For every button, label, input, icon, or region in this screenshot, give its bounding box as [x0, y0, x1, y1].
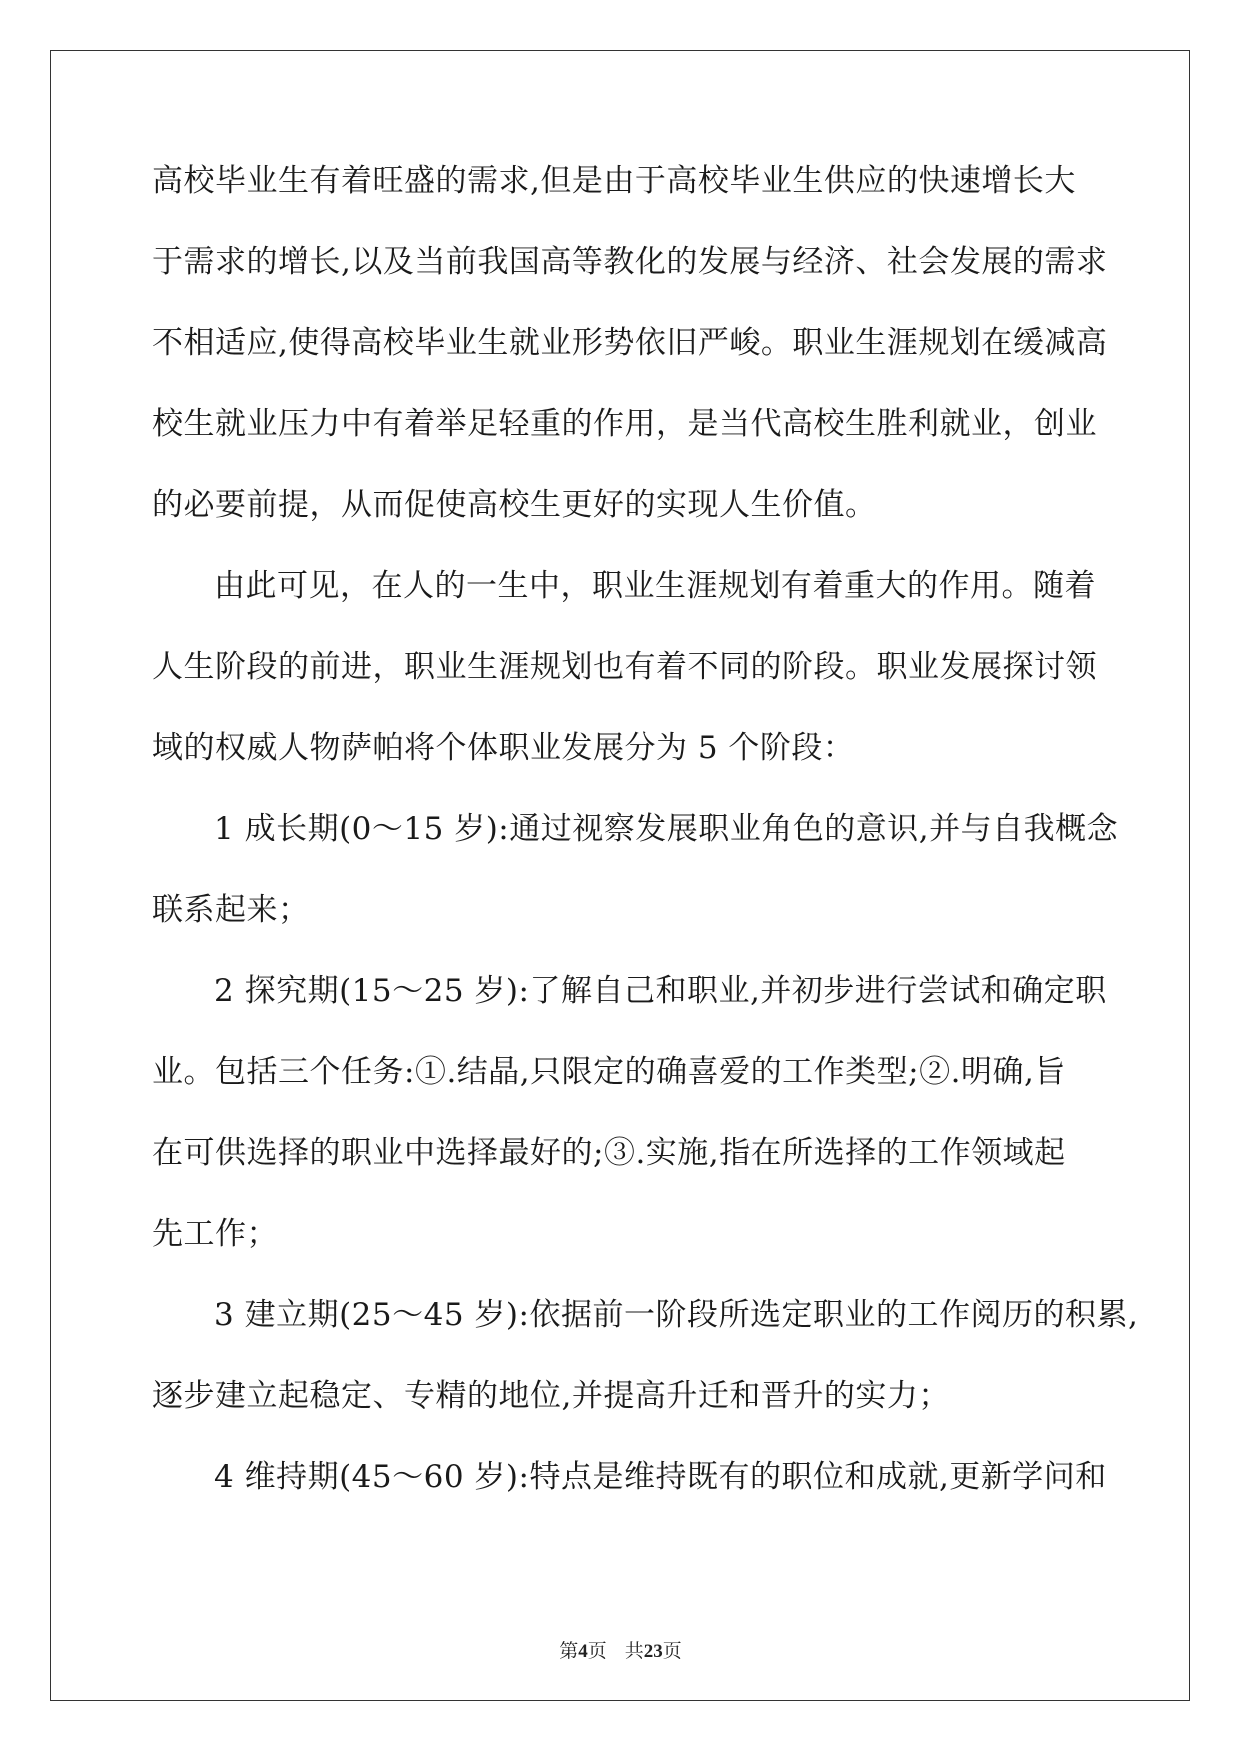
text-line: 于需求的增长,以及当前我国高等教化的发展与经济、社会发展的需求 — [152, 244, 1108, 280]
document-body — [152, 163, 1139, 1540]
footer-prefix: 第 — [559, 1640, 579, 1662]
text-line: 人生阶段的前进，职业生涯规划也有着不同的阶段。职业发展探讨领 — [152, 649, 1097, 685]
text-line: 联系起来； — [152, 892, 310, 928]
text-line: 域的权威人物萨帕将个体职业发展分为 5 个阶段： — [152, 730, 855, 766]
text-line: 3 建立期(25～45 岁):依据前一阶段所选定职业的工作阅历的积累, — [214, 1297, 1139, 1333]
footer-page-number: 4 — [578, 1641, 588, 1662]
text-line: 校生就业压力中有着举足轻重的作用，是当代高校生胜利就业，创业 — [152, 406, 1097, 442]
text-line: 高校毕业生有着旺盛的需求,但是由于高校毕业生供应的快速增长大 — [152, 163, 1076, 199]
text-line: 的必要前提，从而促使高校生更好的实现人生价值。 — [152, 487, 877, 523]
text-line: 逐步建立起稳定、专精的地位,并提高升迁和晋升的实力； — [152, 1378, 950, 1414]
text-line: 2 探究期(15～25 岁):了解自己和职业,并初步进行尝试和确定职 — [214, 973, 1107, 1009]
page-footer — [0, 1636, 1241, 1663]
text-line: 不相适应,使得高校毕业生就业形势依旧严峻。职业生涯规划在缓减高 — [152, 325, 1108, 361]
footer-total-suffix: 页 — [662, 1640, 682, 1662]
text-line: 由此可见，在人的一生中，职业生涯规划有着重大的作用。随着 — [214, 568, 1096, 604]
footer-page-suffix: 页 — [587, 1640, 607, 1662]
text-line: 1 成长期(0～15 岁):通过视察发展职业角色的意识,并与自我概念 — [214, 811, 1119, 847]
footer-total-prefix: 共 — [624, 1640, 644, 1662]
footer-total-pages: 23 — [643, 1641, 663, 1662]
text-line: 业。包括三个任务:①.结晶,只限定的确喜爱的工作类型;②.明确,旨 — [152, 1054, 1066, 1090]
text-line: 先工作； — [152, 1216, 278, 1252]
text-line: 4 维持期(45～60 岁):特点是维持既有的职位和成就,更新学问和 — [214, 1459, 1107, 1495]
text-line: 在可供选择的职业中选择最好的;③.实施,指在所选择的工作领域起 — [152, 1135, 1066, 1171]
